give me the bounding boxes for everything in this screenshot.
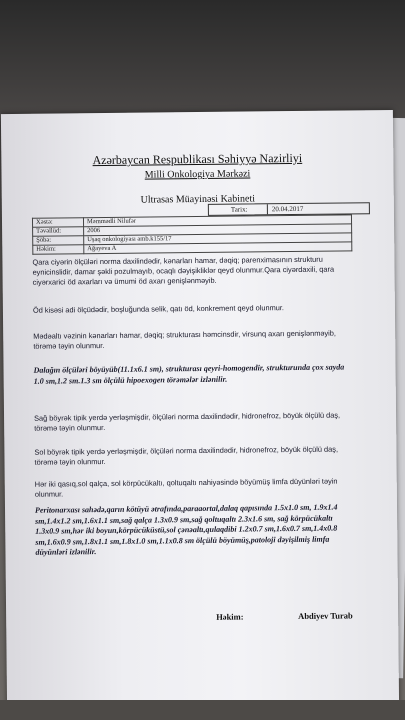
table-row [33, 242, 352, 254]
date-label: Tarix: [230, 205, 248, 214]
spleen-paragraph: Dalağın ölçüləri böyüyüb(11.1x6.1 sm), strukturası qeyri-homogendir, strukturunda çox sayda 1.0 sm,1.2 sm.1.3 sm ölçülü hipoexogen törəmələr izlənilir. [33, 362, 345, 386]
background-bottom [0, 700, 405, 720]
info-value: Uşaq onkologiyası amb.k155/17 [84, 233, 352, 245]
document-page [1, 110, 399, 712]
info-key: Həkim: [33, 245, 84, 255]
doctor-label: Həkim: [216, 611, 244, 622]
info-key: Şöbə: [33, 236, 84, 246]
pancreas-paragraph: Mədəaltı vəzinin kənarları hamar, dəqiq; strukturası həmcinsdir, virsunq axarı genişlənməyib, törəmə təyin olunmur. [33, 328, 336, 351]
info-key: Təvəllüd: [33, 227, 84, 237]
date-value: 20.04.2017 [267, 204, 304, 214]
liver-paragraph: Qara ciyərin ölçüləri norma daxilindədir, kənarları hamar, dəqiq; parenximasının strukturu eynicinslidir, damar şəkli pozulmayıb, ocaqlı dəyişikliklər qeyd olunmur.Qara ciyərdaxili, qara ciyərxarici öd axarları və ümumi öd axarı genişlənməyib. [32, 254, 335, 287]
right-kidney-paragraph: Sağ böyrək tipik yerdə yerləşmişdir, ölçüləri norma daxilindədir, hidronefroz, böyük ölçülü daş, törəmə təyin olunmur. [34, 410, 341, 433]
ministry-title: Azərbaycan Respublikası Səhiyyə Nazirliyi [92, 150, 303, 168]
cabinet-title: Ultrasas Müayinəsi Kabineti [140, 193, 256, 206]
lymph-nodes-paragraph: Hər iki qasıq,sol qalça, sol körpücükaltı, qoltuqaltı nahiyəsində böyümüş limfa düyünləri təyin olunmur. [34, 476, 338, 499]
background-top [0, 0, 405, 120]
left-kidney-paragraph: Sol böyrək tipik yerdə yerləşmişdir, ölçüləri norma daxilindədir, hidronefroz, böyük ölçülü daş, törəmə təyin olunmur. [34, 444, 339, 467]
info-value: Məmmədli Nilufər [83, 215, 351, 227]
info-value: Ağayeva A [84, 242, 352, 254]
patient-info-table [32, 214, 352, 254]
gallbladder-paragraph: Öd kisəsi adi ölçüdədir, boşluğunda selik, qatı öd, konkrement qeyd olunmur. [32, 303, 285, 315]
info-value: 2006 [84, 224, 352, 236]
info-key: Xəstə: [32, 218, 83, 228]
document-header [1, 150, 394, 207]
center-title: Milli Onkologiya Mərkəzi [144, 168, 251, 181]
doctor-name: Abdiyev Turab [298, 610, 353, 621]
conclusion-paragraph: Peritonarxası sahədə,qarın kötüyü ətrafında,paraaortal,dalaq qapısında 1.5x1.0 sm, 1.9x1.4 sm,1.4x1.2 sm,1.6x1.1 sm,sağ qalça 1.3x0.9 sm,sağ qoltuqaltı 2.3x1.6 sm, sağ körpücükaltı 1.3x0.9 sm,hər iki boyun,körpücüküstü,sol çənəaltı,qulaqdibi 1.2x0.7 sm,1.6x0.7 sm,1.4x0.8 sm,1.6x0.9 sm,1.8x1.1 sm,1.8x1.0 sm,1.1x0.8 sm ölçülü böyümüş,patoloji dəyişilmiş limfa düyünləri izlənilir. [34, 502, 338, 557]
